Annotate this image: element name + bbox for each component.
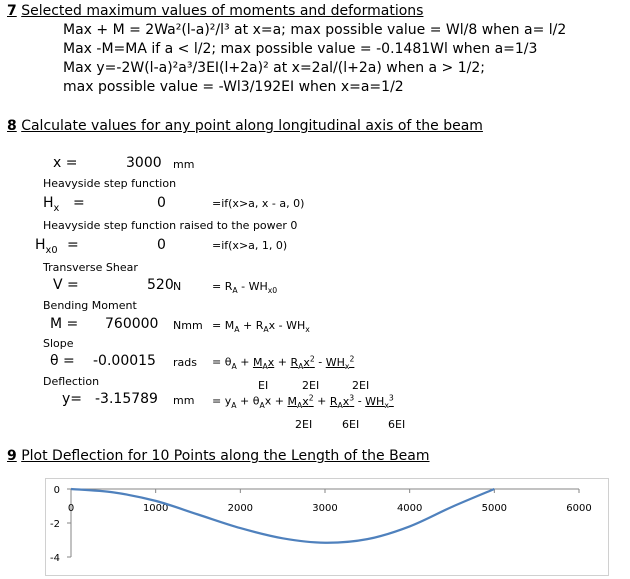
deflection-title: Deflection xyxy=(43,375,100,388)
theta-formula: = $\theta_A + M_Ax + R_Ax^2 - WH_x^2$ xyxy=(212,354,355,371)
y-tick-label: 0 xyxy=(53,485,60,496)
v-label: V = xyxy=(53,277,79,293)
section-8-heading xyxy=(7,118,483,134)
v-unit: N xyxy=(173,280,182,293)
x-tick-label: 0 xyxy=(67,503,75,514)
x-tick-label: 5000 xyxy=(481,503,508,514)
x-unit: mm xyxy=(173,158,195,171)
hx-equals: = xyxy=(73,195,85,211)
x-value: 3000 xyxy=(126,155,162,171)
section-number: 8 xyxy=(7,118,17,134)
slope-title: Slope xyxy=(43,337,74,350)
hx0-value: 0 xyxy=(157,237,166,253)
theta-denom-2ei-b: 2EI xyxy=(352,379,370,392)
section-title: Calculate values for any point along longitudinal axis of the beam xyxy=(21,118,483,134)
theta-unit: rads xyxy=(173,356,197,369)
hx-value: 0 xyxy=(157,195,166,211)
y-unit: mm xyxy=(173,394,195,407)
y-formula: = $y_A + \theta_Ax + M_Ax^2 + R_Ax^3 - WH_x^3$ xyxy=(212,393,394,410)
x-tick-label: 6000 xyxy=(566,503,592,514)
max-possible-deflection-line: max possible value = -Wl3/192EI when x=a=1/2 xyxy=(63,79,404,95)
hx-label: $H_x$ xyxy=(43,195,60,214)
theta-value: -0.00015 xyxy=(93,353,156,369)
m-unit: Nmm xyxy=(173,319,203,332)
shear-title: Transverse Shear xyxy=(43,261,138,274)
max-moment-line: Max + M = 2Wa²(l-a)²/l³ at x=a; max possible value = Wl/8 when a= l/2 xyxy=(63,22,567,38)
theta-denom-2ei-a: 2EI xyxy=(302,379,320,392)
section-title: Selected maximum values of moments and deformations xyxy=(21,3,424,19)
max-negative-moment-line: Max -M=MA if a < l/2; max possible value = -0.1481Wl when a=1/3 xyxy=(63,41,538,57)
y-value: -3.15789 xyxy=(95,391,158,407)
y-denom-6ei-b: 6EI xyxy=(388,418,406,431)
theta-label: θ = xyxy=(50,353,75,369)
section-9-heading xyxy=(7,448,430,464)
x-tick-label: 2000 xyxy=(227,503,254,514)
hx-formula: =if(x>a, x - a, 0) xyxy=(212,197,305,210)
x-tick-label: 1000 xyxy=(142,503,169,514)
x-tick-label: 4000 xyxy=(396,503,423,514)
heavyside-title: Heavyside step function xyxy=(43,177,177,190)
y-denom-2ei: 2EI xyxy=(295,418,313,431)
section-title: Plot Deflection for 10 Points along the Length of the Beam xyxy=(21,448,430,464)
section-number: 9 xyxy=(7,448,17,464)
x-label: x = xyxy=(53,155,78,171)
m-value: 760000 xyxy=(105,316,159,332)
heavyside0-title: Heavyside step function raised to the power 0 xyxy=(43,219,298,232)
section-number: 7 xyxy=(7,3,17,19)
section-7-heading xyxy=(7,3,423,19)
hx0-formula: =if(x>a, 1, 0) xyxy=(212,239,288,252)
v-value: 520 xyxy=(147,277,174,293)
m-formula: = $M_A + R_Ax - WH_x$ xyxy=(212,319,310,335)
hx0-label: $H_{x0}$ xyxy=(35,237,58,256)
m-label: M = xyxy=(50,316,79,332)
y-tick-label: -4 xyxy=(50,553,60,564)
x-tick-label: 3000 xyxy=(312,503,338,514)
hx0-equals: = xyxy=(67,237,79,253)
y-denom-6ei-a: 6EI xyxy=(342,418,360,431)
max-deflection-line: Max y=-2W(l-a)²a³/3EI(l+2a)² at x=2al/(l+2a) when a > 1/2; xyxy=(63,60,485,76)
y-tick-label: -2 xyxy=(50,519,60,530)
theta-denom-ei: EI xyxy=(258,379,269,392)
v-formula: = $R_A - WH_{x0}$ xyxy=(212,280,278,296)
deflection-chart-frame xyxy=(45,478,609,576)
moment-title: Bending Moment xyxy=(43,299,137,312)
y-label: y= xyxy=(62,391,83,407)
